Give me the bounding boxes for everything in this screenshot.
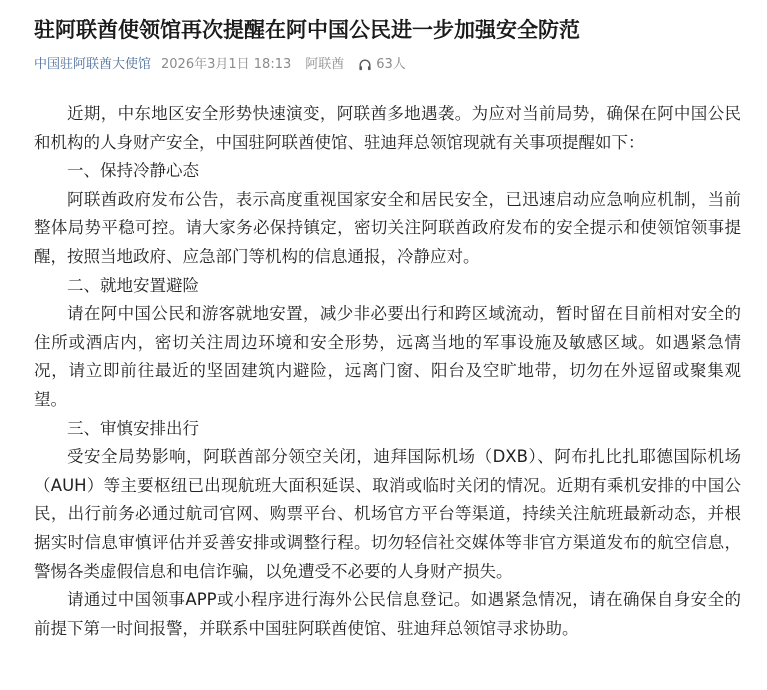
paragraph-closing: 请通过中国领事APP或小程序进行海外公民信息登记。如遇紧急情况，请在确保自身安全的前提下第一时间报警，并联系中国驻阿联酋使馆、驻迪拜总领馆寻求协助。 (34, 590, 741, 638)
view-count-value: 63人 (376, 57, 406, 72)
view-count (358, 56, 406, 74)
headphones-icon (358, 58, 372, 72)
source-link[interactable]: 中国驻阿联酋大使馆 (34, 57, 152, 72)
section-heading-2: 二、就地安置避险 (67, 275, 199, 295)
paragraph-section-1: 阿联酋政府发布公告，表示高度重视国家安全和居民安全，已迅速启动应急响应机制，当前整体局势平稳可控。请大家务必保持镇定，密切关注阿联酋政府发布的安全提示和使领馆领事提醒，按照当地政府、应急部门等机构的信息通报，冷静应对。 (34, 189, 741, 266)
article-meta (34, 56, 741, 74)
paragraph-intro: 近期，中东地区安全形势快速演变，阿联酋多地遇袭。为应对当前局势，确保在阿中国公民和机构的人身财产安全，中国驻阿联酋使馆、驻迪拜总领馆现就有关事项提醒如下： (34, 104, 741, 152)
section-heading-1: 一、保持冷静心态 (67, 161, 199, 181)
article-body (34, 100, 741, 643)
article-title: 驻阿联酋使领馆再次提醒在阿中国公民进一步加强安全防范 (34, 18, 580, 42)
publish-location: 阿联酋 (305, 57, 345, 72)
publish-datetime: 2026年3月1日 18:13 (161, 57, 292, 72)
section-heading-3: 三、审慎安排出行 (67, 418, 199, 438)
paragraph-section-2: 请在阿中国公民和游客就地安置，减少非必要出行和跨区域流动，暂时留在目前相对安全的住所或酒店内，密切关注周边环境和安全形势，远离当地的军事设施及敏感区域。如遇紧急情况，请立即前往最近的坚固建筑内避险，远离门窗、阳台及空旷地带，切勿在外逗留或聚集观望。 (34, 304, 741, 409)
paragraph-section-3: 受安全局势影响，阿联酋部分领空关闭，迪拜国际机场（DXB）、阿布扎比扎耶德国际机场（AUH）等主要枢纽已出现航班大面积延误、取消或临时关闭的情况。近期有乘机安排的中国公民，出行前务必通过航司官网、购票平台、机场官方平台等渠道，持续关注航班最新动态，并根据实时信息审慎评估并妥善安排或调整行程。切勿轻信社交媒体等非官方渠道发布的航空信息，警惕各类虚假信息和电信诈骗，以免遭受不必要的人身财产损失。 (34, 447, 741, 581)
